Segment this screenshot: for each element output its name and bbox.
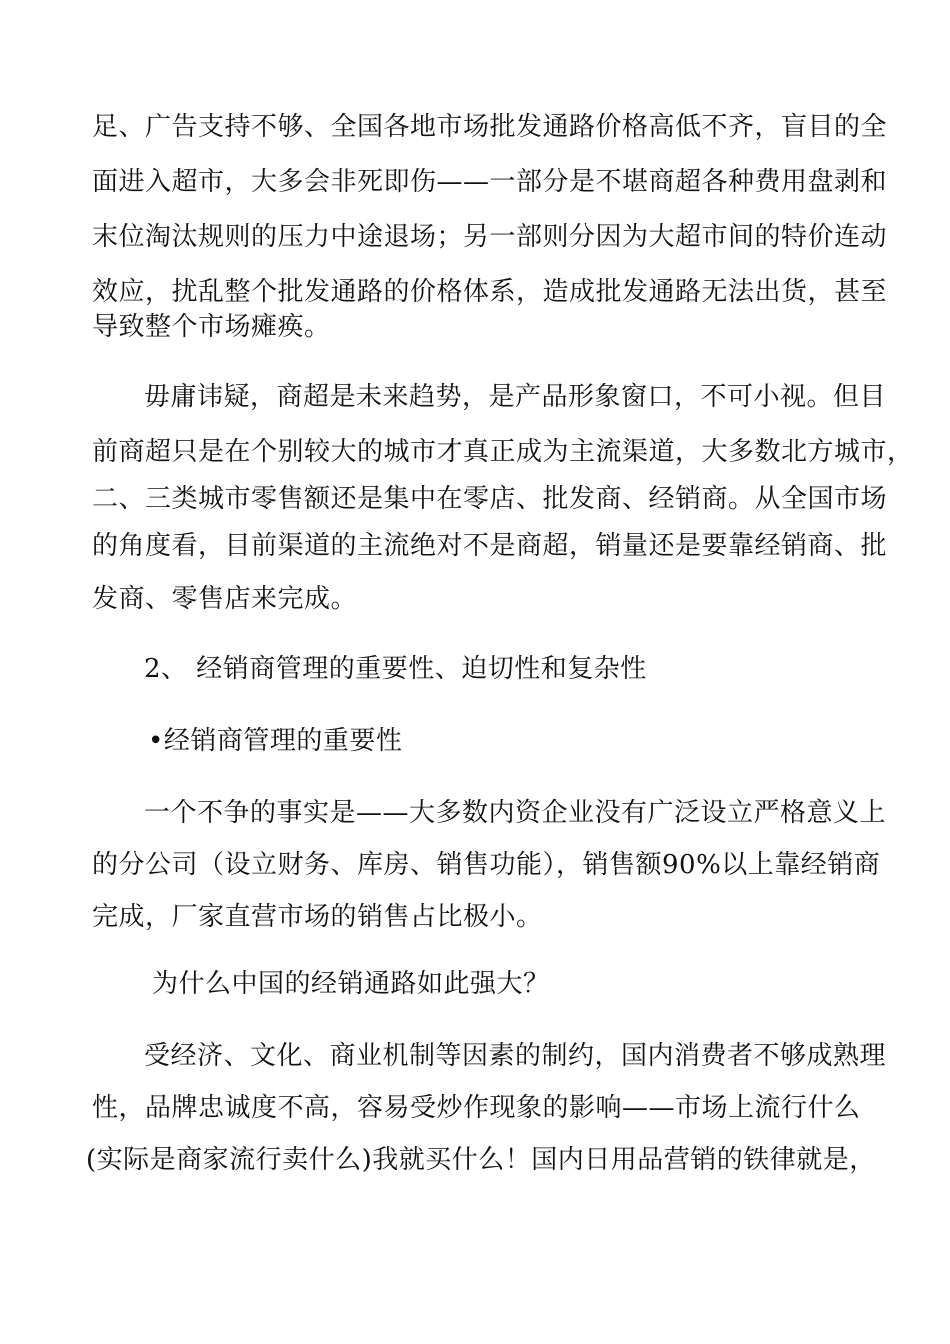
paragraph-line: 足、广告支持不够、全国各地市场批发通路价格高低不齐，盲目的全 xyxy=(92,112,888,142)
paragraph-line: 性，品牌忠诚度不高，容易受炒作现象的影响——市场上流行什么 xyxy=(92,1093,861,1123)
paragraph-line: 面进入超市，大多会非死即伤——一部分是不堪商超各种费用盘剥和 xyxy=(92,167,888,197)
bullet-subheading: •经销商管理的重要性 xyxy=(148,726,403,756)
section-heading: 2、 经销商管理的重要性、迫切性和复杂性 xyxy=(144,654,647,684)
paragraph-line: 毋庸讳疑，商超是未来趋势，是产品形象窗口，不可小视。但目 xyxy=(144,382,887,412)
paragraph-line: 完成，厂家直营市场的销售占比极小。 xyxy=(92,902,543,932)
paragraph-line: 效应，扰乱整个批发通路的价格体系，造成批发通路无法出货，甚至 xyxy=(92,277,888,307)
paragraph-line: 发商、零售店来完成。 xyxy=(92,584,358,614)
paragraph-line: 受经济、文化、商业机制等因素的制约，国内消费者不够成熟理 xyxy=(144,1041,887,1071)
paragraph-line: 一个不争的事实是——大多数内资企业没有广泛设立严格意义上 xyxy=(144,798,887,828)
paragraph-line: 的分公司（设立财务、库房、销售功能），销售额90%以上靠经销商 xyxy=(92,850,881,880)
paragraph-line: 前商超只是在个别较大的城市才真正成为主流渠道，大多数北方城市， xyxy=(92,437,914,467)
paragraph-line: 末位淘汰规则的压力中途退场；另一部则分因为大超市间的特价连动 xyxy=(92,222,888,252)
paragraph-line: (实际是商家流行卖什么)我就买什么！国内日用品营销的铁律就是， xyxy=(86,1145,876,1175)
question-line: 为什么中国的经销通路如此强大？ xyxy=(152,969,550,999)
paragraph-line: 的角度看，目前渠道的主流绝对不是商超，销量还是要靠经销商、批 xyxy=(92,531,888,561)
paragraph-line: 导致整个市场瘫痪。 xyxy=(92,312,331,342)
paragraph-line: 二、三类城市零售额还是集中在零店、批发商、经销商。从全国市场 xyxy=(92,484,888,514)
